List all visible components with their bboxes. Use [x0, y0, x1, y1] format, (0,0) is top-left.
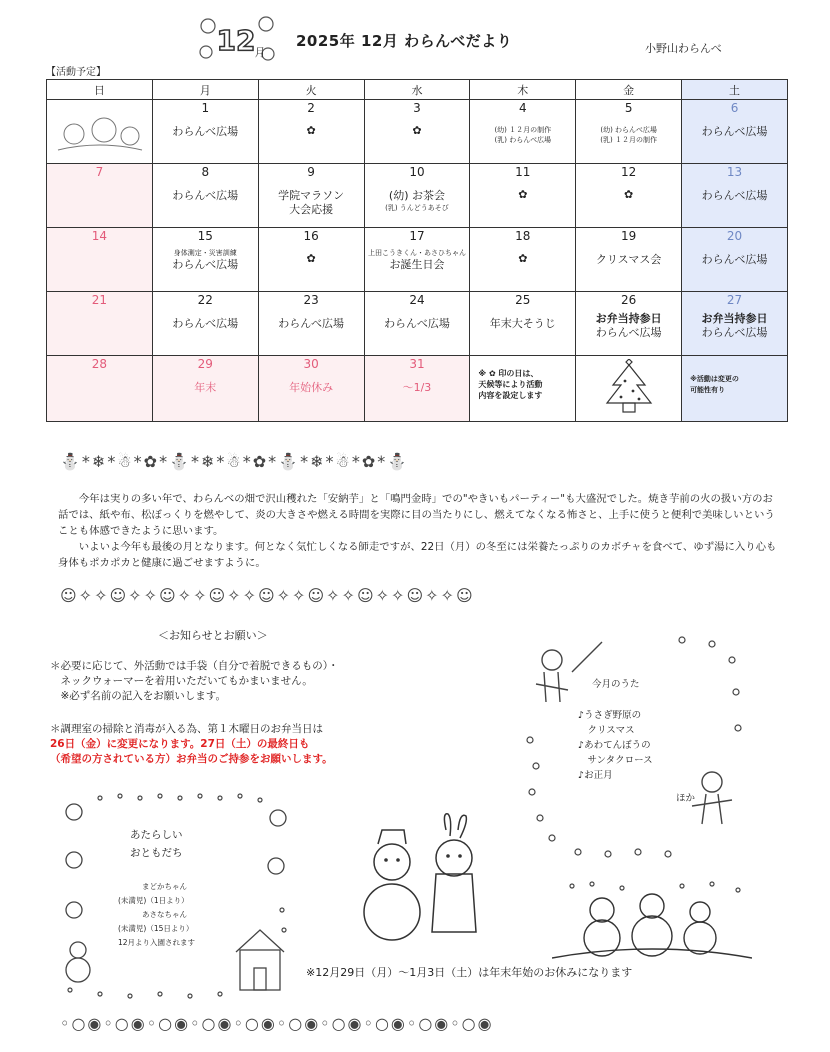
calendar-day-cell [682, 100, 788, 164]
calendar-event: (乳) １２月の制作 [600, 136, 657, 144]
flower-icon: ✿ [306, 252, 316, 265]
calendar-event: 年末大そうじ [489, 317, 556, 330]
snow-decoration-row: ☺✧✧☺✧✧☺✧✧☺✧✧☺✧✧☺✧✧☺✧✧☺✧✧☺ [60, 586, 475, 605]
song-item: ♪うさぎ野原の [578, 710, 642, 721]
calendar-day-cell [364, 356, 470, 422]
song-more: ほか [676, 793, 696, 804]
day-number: 20 [726, 229, 743, 243]
day-number: 27 [726, 293, 743, 307]
calendar-day-cell [576, 164, 682, 228]
intro-paragraph-1: 今年は実りの多い年で、わらんべの畑で沢山穫れた「安納芋」と「鳴門金時」での"やきいもパーティー"も大盛況でした。焼き芋前の火の扱い方のお話では、紙や布、松ぼっくりを燃やして、炎の大きさや燃える時間を実際に目の当たりにし、燃えてなくなる怖さと、上手に使うと便利で美味しいということも体感できたように思います。 [58, 493, 775, 537]
day-number: 21 [91, 293, 108, 307]
calendar-day-cell [152, 356, 258, 422]
calendar-week-row [47, 356, 788, 422]
calendar-note-line: ※ ✿ 印の日は、 [478, 369, 539, 378]
calendar-event: (幼) わらんべ広場 [600, 126, 657, 134]
calendar-note-line: 内容を設定します [478, 391, 543, 400]
calendar-day-cell [364, 164, 470, 228]
new-friends-title [130, 826, 220, 862]
calendar-event: わらんべ広場 [172, 125, 239, 138]
calendar-event: 身体測定・災害訓練 [173, 249, 237, 257]
day-number: 10 [409, 165, 425, 179]
friend-detail: (未満児)（15日より） [118, 924, 194, 933]
calendar-day-cell [576, 292, 682, 356]
day-number: 31 [409, 357, 425, 371]
flower-icon: ✿ [518, 188, 528, 201]
day-number: 4 [518, 101, 527, 115]
footer-decoration-row: ◦○◉◦○◉◦○◉◦○◉◦○◉◦○◉◦○◉◦○◉◦○◉◦○◉ [60, 1014, 494, 1033]
weekday-thu: 木 [470, 80, 576, 100]
intro-text [58, 491, 780, 571]
calendar-day-cell [152, 100, 258, 164]
calendar-note [470, 356, 575, 401]
day-number: 8 [201, 165, 210, 179]
calendar-day-cell [258, 228, 364, 292]
snowman-rabbit-illustration [352, 812, 492, 962]
day-number: 24 [409, 293, 425, 307]
day-number: 29 [197, 357, 213, 371]
day-number: 26 [621, 293, 637, 307]
calendar-event: お弁当持参日 [595, 312, 662, 325]
calendar-day-cell [576, 356, 682, 422]
weekday-sat: 土 [682, 80, 788, 100]
day-number: 7 [95, 165, 104, 179]
calendar-day-cell [364, 228, 470, 292]
calendar-event: クリスマス会 [595, 253, 662, 266]
day-number: 16 [303, 229, 319, 243]
calendar-day-cell [470, 100, 576, 164]
flower-icon: ✿ [306, 124, 316, 137]
notice-line: ネックウォーマーを着用いただいてもかまいません。 [50, 675, 313, 687]
calendar-note-line: 天候等により活動 [478, 380, 543, 389]
calendar-event: ～1/3 [402, 381, 432, 394]
calendar-event: わらんべ広場 [278, 317, 344, 330]
day-number: 5 [624, 101, 633, 115]
song-item: サンタクロース [578, 755, 653, 766]
day-number: 3 [413, 101, 421, 115]
day-number: 30 [303, 357, 319, 371]
notice-line: ※必ず名前の記入をお願いします。 [50, 690, 226, 702]
notice-line: ＊必要に応じて、外活動では手袋（自分で着脱できるもの）・ [50, 660, 339, 672]
calendar-day-cell [682, 228, 788, 292]
month-badge-suffix: 月 [254, 46, 266, 59]
weekday-header-row [47, 80, 788, 100]
song-list [578, 708, 653, 783]
calendar-event: わらんべ広場 [172, 258, 239, 271]
song-title: 今月のうた [592, 679, 640, 690]
new-friends-list [118, 880, 258, 950]
snow-scene-icon [54, 106, 144, 156]
calendar-day-cell [682, 292, 788, 356]
calendar-day-cell [258, 164, 364, 228]
day-number: 12 [621, 165, 637, 179]
calendar-event: 年末 [194, 381, 217, 394]
day-number: 23 [303, 293, 319, 307]
friend-detail: (未満児)（1日より） [118, 896, 189, 905]
calendar-day-cell [576, 100, 682, 164]
day-number: 1 [201, 101, 210, 115]
notice-gloves [50, 659, 490, 704]
friend-detail: 12月より入園されます [118, 938, 196, 947]
calendar-week-row [47, 100, 788, 164]
calendar-event: (幼) １２月の制作 [494, 126, 552, 134]
weekday-mon: 月 [152, 80, 258, 100]
notice-lunch-change [50, 722, 490, 767]
calendar-event: (乳) わらんべ広場 [494, 136, 552, 144]
calendar-day-cell [364, 292, 470, 356]
intro-paragraph-2: いよいよ今年も最後の月となります。何となく気忙しくなる師走ですが、22日（月）の冬至には栄養たっぷりのカボチャを食べて、ゆず湯に入り心も身体もポカポカと健康に過ごせますように。 [58, 541, 777, 569]
calendar-day-cell [47, 100, 153, 164]
calendar-event: (乳) うんどうあそび [385, 204, 449, 212]
calendar-day-cell [682, 356, 788, 422]
song-item: ♪お正月 [578, 770, 613, 781]
calendar-event: (幼) お茶会 [388, 189, 445, 202]
flower-icon: ✿ [624, 188, 634, 201]
calendar-day-cell [470, 228, 576, 292]
calendar-note-line: 可能性有り [690, 386, 726, 394]
calendar-day-cell [47, 164, 153, 228]
weekday-tue: 火 [258, 80, 364, 100]
calendar-event: 上田こうきくん・あさひちゃん [367, 249, 466, 257]
day-number: 11 [515, 165, 531, 179]
notice-title: ＜お知らせとお願い＞ [158, 629, 268, 642]
day-number: 6 [730, 101, 739, 115]
new-friends-title-line: おともだち [130, 847, 183, 859]
day-number: 9 [307, 165, 315, 179]
notice-line-red: （希望の方されている方）お弁当のご持参をお願いします。 [50, 753, 333, 765]
calendar-week-row [47, 292, 788, 356]
weekday-sun: 日 [47, 80, 153, 100]
calendar-day-cell [258, 292, 364, 356]
calendar-day-cell [364, 100, 470, 164]
snow-family-illustration [552, 880, 752, 960]
calendar-day-cell [576, 228, 682, 292]
calendar-event: 年始休み [289, 381, 334, 394]
calendar-event: わらんべ広場 [384, 317, 450, 330]
flower-icon: ✿ [518, 252, 528, 265]
calendar-day-cell [47, 292, 153, 356]
calendar-day-cell [682, 164, 788, 228]
calendar-day-cell [152, 292, 258, 356]
calendar-event: 学院マラソン [278, 189, 345, 202]
song-item: ♪あわてんぼうの [578, 740, 651, 751]
weekday-wed: 水 [364, 80, 470, 100]
new-friends-title-line: あたらしい [130, 829, 183, 841]
activity-calendar [46, 79, 788, 422]
song-item: クリスマス [578, 725, 635, 736]
newsletter-title: 2025年 12月 わらんべだより [296, 32, 513, 50]
day-number: 13 [726, 165, 743, 179]
school-name: 小野山わらんべ [645, 42, 722, 55]
calendar-event: わらんべ広場 [701, 125, 768, 138]
friend-name: まどかちゃん [142, 882, 187, 891]
calendar-event: 大会応援 [289, 203, 334, 216]
day-number: 22 [197, 293, 213, 307]
calendar-event: わらんべ広場 [595, 326, 662, 339]
friend-name: あさなちゃん [142, 910, 187, 919]
calendar-event: わらんべ広場 [172, 317, 239, 330]
calendar-day-cell [470, 356, 576, 422]
notice-line: ＊調理室の掃除と消毒が入る為、第１木曜日のお弁当日は [50, 723, 323, 735]
day-number: 17 [409, 229, 425, 243]
calendar-day-cell [47, 356, 153, 422]
calendar-day-cell [258, 100, 364, 164]
day-number: 25 [515, 293, 531, 307]
calendar-week-row [47, 228, 788, 292]
schedule-label: 【活動予定】 [46, 67, 106, 78]
weekday-fri: 金 [576, 80, 682, 100]
calendar-day-cell [47, 228, 153, 292]
flower-icon: ✿ [412, 124, 422, 137]
winter-decoration-row: ⛄*❄*☃*✿*⛄*❄*☃*✿*⛄*❄*☃*✿*⛄ [60, 452, 410, 471]
day-number: 28 [91, 357, 108, 371]
calendar-day-cell [258, 356, 364, 422]
calendar-event: わらんべ広場 [172, 189, 239, 202]
holiday-note: ※12月29日（月）～1月3日（土）は年末年始のお休みになります [306, 966, 633, 979]
calendar-change-note [682, 356, 787, 396]
day-number: 18 [515, 229, 531, 243]
calendar-event: わらんべ広場 [701, 253, 768, 266]
calendar-event: わらんべ広場 [701, 189, 768, 202]
calendar-day-cell [152, 228, 258, 292]
calendar-event: お誕生日会 [389, 258, 445, 271]
notice-line-red: 26日（金）に変更になります。27日（土）の最終日も [50, 738, 310, 750]
calendar-day-cell [470, 292, 576, 356]
calendar-week-row [47, 164, 788, 228]
calendar-day-cell [470, 164, 576, 228]
month-badge [198, 14, 276, 64]
month-badge-number: 12 [216, 24, 256, 57]
day-number: 19 [621, 229, 637, 243]
calendar-note-line: ※活動は変更の [690, 375, 739, 383]
day-number: 14 [91, 229, 108, 243]
calendar-day-cell [152, 164, 258, 228]
calendar-event: わらんべ広場 [701, 326, 768, 339]
day-number: 15 [197, 229, 213, 243]
day-number: 2 [307, 101, 315, 115]
calendar-event: お弁当持参日 [701, 312, 768, 325]
christmas-tree-icon [599, 359, 659, 417]
